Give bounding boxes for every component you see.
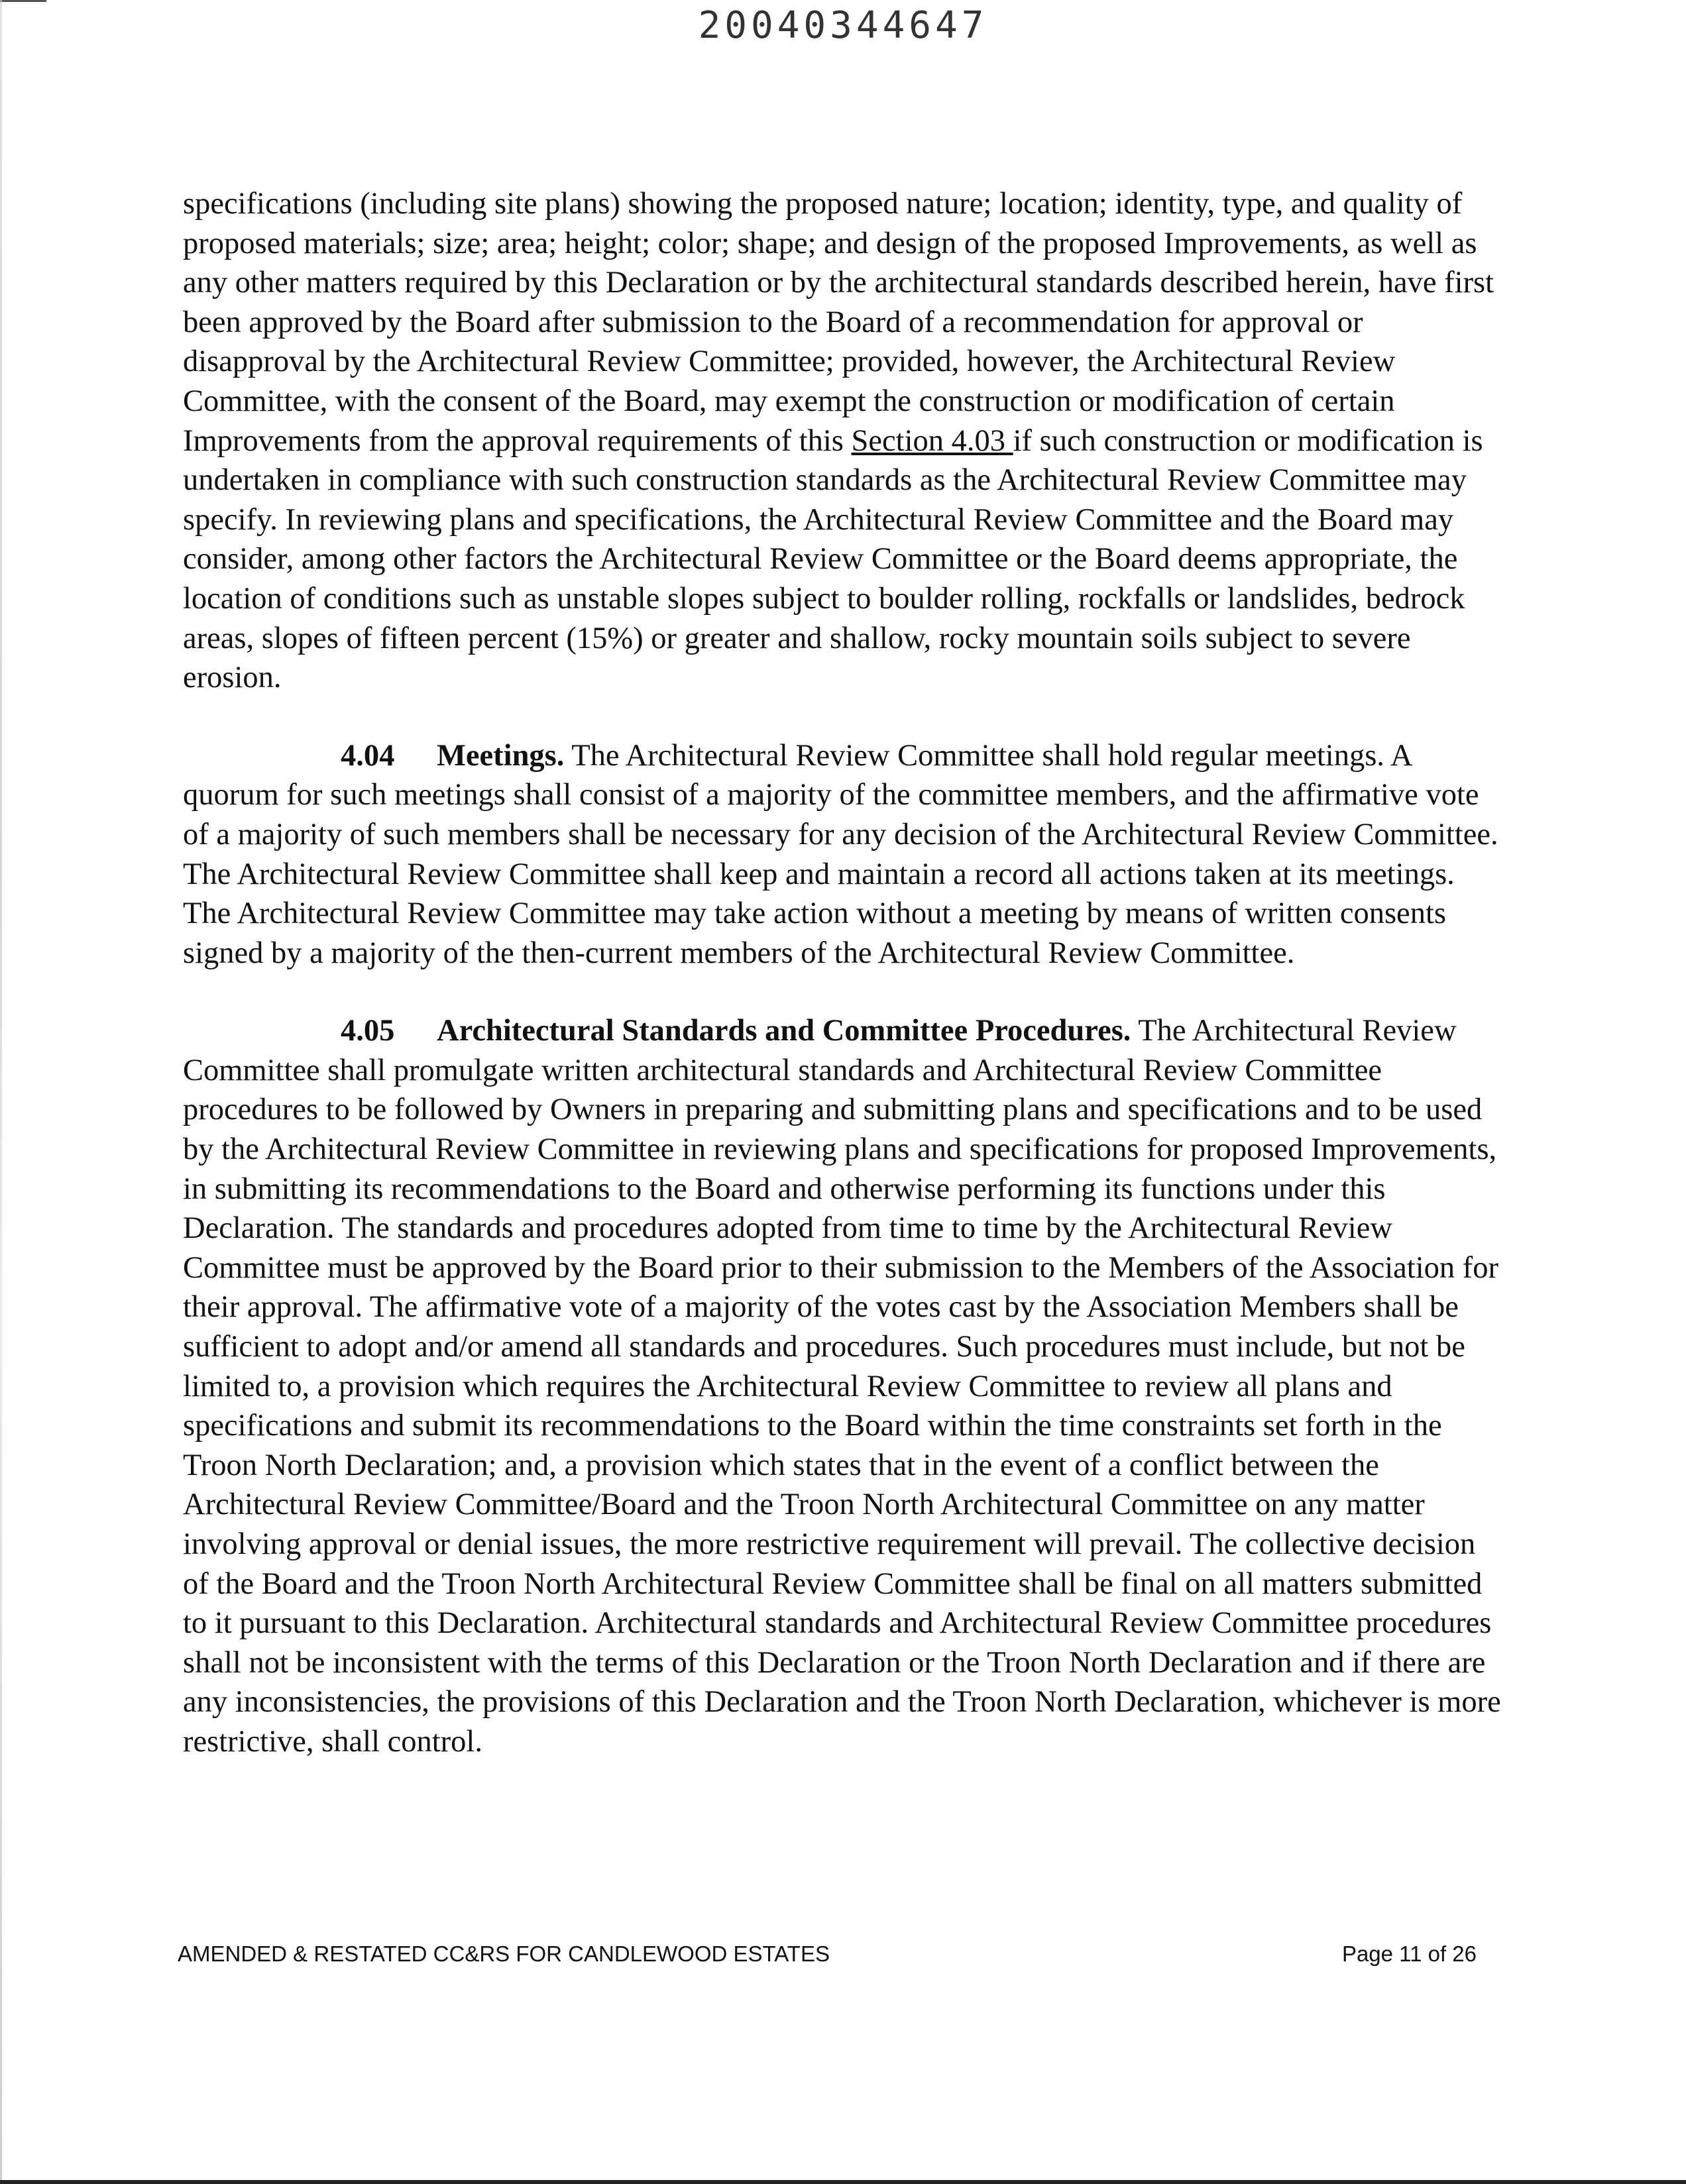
scan-bottom-edge	[0, 2180, 1686, 2184]
section-reference: Section 4.03	[851, 423, 1013, 458]
scan-corner-mark	[0, 0, 46, 2]
section-heading: Meetings.	[437, 738, 565, 773]
scan-left-edge	[0, 0, 2, 2184]
paragraph-text: The Architectural Review Committee shall promulgate written architectural standards and Architectural Review Committee procedures to be followed by Owners in preparing and submitting plans and specifications and to be used by the Architectural Review Committee in reviewing plans and specifications for proposed Improvements, in submitting its recommendations to the Board and otherwise performing its functions under this Declaration. The standards and procedures adopted from time to time by the Architectural Review Committee must be approved by the Board prior to their submission to the Members of the Association for their approval. The affirmative vote of a majority of the votes cast by the Association Members shall be sufficient to adopt and/or amend all standards and procedures. Such procedures must include, but not be limited to, a provision which requires the Architectural Review Committee to review all plans and specifications and submit its recommendations to the Board within the time constraints set forth in the Troon North Declaration; and, a provision which states that in the event of a conflict between the Architectural Review Committee/Board and the Troon North Architectural Committee on any matter involving approval or denial issues, the more restrictive requirement will prevail. The collective decision of the Board and the Troon North Architectural Review Committee shall be final on all matters submitted to it pursuant to this Declaration. Architectural standards and Architectural Review Committee procedures shall not be inconsistent with the terms of this Declaration or the Troon North Declaration and if there are any inconsistencies, the provisions of this Declaration and the Troon North Declaration, whichever is more restrictive, shall control.	[183, 1014, 1501, 1759]
footer-title: AMENDED & RESTATED CC&RS FOR CANDLEWOOD ESTATES	[178, 1941, 830, 1966]
paragraph-text: The Architectural Review Committee shall hold regular meetings. A quorum for such meetings shall consist of a majority of the committee members, and the affirmative vote of a majority of such members shall be necessary for any decision of the Architectural Review Committee. The Architectural Review Committee shall keep and maintain a record all actions taken at its meetings. The Architectural Review Committee may take action without a meeting by means of written consents signed by a majority of the then-current members of the Architectural Review Committee.	[183, 738, 1498, 970]
section-heading: Architectural Standards and Committee Procedures.	[437, 1014, 1131, 1048]
section-number: 4.04	[341, 738, 395, 773]
paragraph-4-04	[183, 736, 1508, 973]
document-number: 20040344647	[698, 4, 988, 47]
paragraph-text: if such construction or modification is undertaken in compliance with such construction standards as the Architectural Review Committee may specify. In reviewing plans and specifications, the Architectural Review Committee and the Board may consider, among other factors the Architectural Review Committee or the Board deems appropriate, the location of conditions such as unstable slopes subject to boulder rolling, rockfalls or landslides, bedrock areas, slopes of fifteen percent (15%) or greater and shallow, rocky mountain soils subject to severe erosion.	[183, 423, 1483, 695]
section-number: 4.05	[341, 1014, 395, 1048]
paragraph-4-05	[183, 1011, 1508, 1761]
page-number: Page 11 of 26	[1341, 1941, 1477, 1966]
paragraph-continuation	[183, 184, 1508, 698]
paragraph-text: specifications (including site plans) showing the proposed nature; location; identity, type, and quality of proposed materials; size; area; height; color; shape; and design of the proposed Improvements, as well as any other matters required by this Declaration or by the architectural standards described herein, have first been approved by the Board after submission to the Board of a recommendation for approval or disapproval by the Architectural Review Committee; provided, however, the Architectural Review Committee, with the consent of the Board, may exempt the construction or modification of certain Improvements from the approval requirements of this	[183, 187, 1494, 458]
body-text	[183, 184, 1508, 1800]
